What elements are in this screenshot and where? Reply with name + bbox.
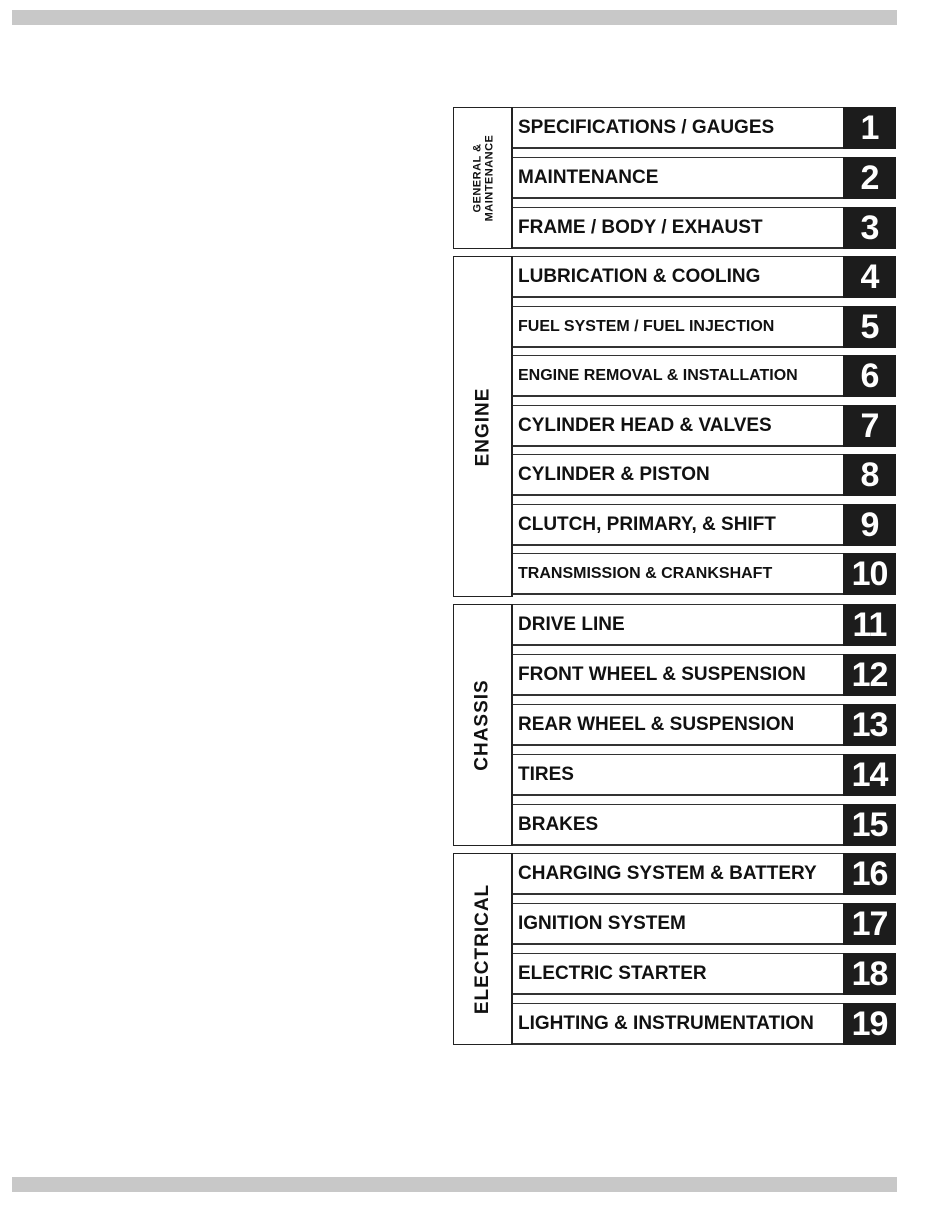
section-title: CHARGING SYSTEM & BATTERY bbox=[518, 862, 817, 884]
group-engine bbox=[453, 256, 896, 597]
section-tab-7[interactable] bbox=[513, 405, 896, 447]
section-number: 11 bbox=[843, 604, 896, 646]
section-number: 7 bbox=[843, 405, 896, 447]
section-tab-13[interactable] bbox=[513, 704, 896, 746]
group-label: GENERAL & MAINTENANCE bbox=[471, 134, 495, 222]
section-title: FRONT WHEEL & SUSPENSION bbox=[518, 663, 806, 685]
section-tab-14[interactable] bbox=[513, 754, 896, 796]
group-electrical bbox=[453, 853, 896, 1045]
section-number: 16 bbox=[843, 853, 896, 895]
section-number: 8 bbox=[843, 454, 896, 496]
section-title: IGNITION SYSTEM bbox=[518, 912, 686, 934]
group-general-maintenance bbox=[453, 107, 896, 249]
section-number: 14 bbox=[843, 754, 896, 796]
section-title: CLUTCH, PRIMARY, & SHIFT bbox=[518, 513, 776, 535]
section-title: MAINTENANCE bbox=[518, 166, 659, 188]
group-label: CHASSIS bbox=[472, 679, 493, 771]
group-chassis bbox=[453, 604, 896, 846]
section-title: DRIVE LINE bbox=[518, 613, 625, 635]
section-number: 13 bbox=[843, 704, 896, 746]
section-tab-19[interactable] bbox=[513, 1003, 896, 1045]
section-number: 5 bbox=[843, 306, 896, 348]
section-number: 15 bbox=[843, 804, 896, 846]
section-tab-16[interactable] bbox=[513, 853, 896, 895]
section-title: BRAKES bbox=[518, 813, 599, 835]
section-title: LUBRICATION & COOLING bbox=[518, 265, 761, 287]
section-tab-11[interactable] bbox=[513, 604, 896, 646]
group-label: ELECTRICAL bbox=[472, 883, 494, 1015]
section-title: CYLINDER & PISTON bbox=[518, 463, 710, 485]
section-tab-9[interactable] bbox=[513, 504, 896, 546]
section-title: CYLINDER HEAD & VALVES bbox=[518, 414, 772, 436]
section-tab-10[interactable] bbox=[513, 553, 896, 595]
top-gray-bar bbox=[12, 10, 897, 25]
section-tab-5[interactable] bbox=[513, 306, 896, 348]
section-number: 17 bbox=[843, 903, 896, 945]
section-tab-17[interactable] bbox=[513, 903, 896, 945]
section-tab-6[interactable] bbox=[513, 355, 896, 397]
section-number: 6 bbox=[843, 355, 896, 397]
section-tab-8[interactable] bbox=[513, 454, 896, 496]
section-number: 4 bbox=[843, 256, 896, 298]
section-title: ELECTRIC STARTER bbox=[518, 962, 707, 984]
section-title: TIRES bbox=[518, 763, 574, 785]
section-tab-12[interactable] bbox=[513, 654, 896, 696]
section-title: ENGINE REMOVAL & INSTALLATION bbox=[518, 366, 798, 384]
section-title: REAR WHEEL & SUSPENSION bbox=[518, 713, 795, 735]
section-tab-4[interactable] bbox=[513, 256, 896, 298]
section-number: 19 bbox=[843, 1003, 896, 1045]
section-title: SPECIFICATIONS / GAUGES bbox=[518, 116, 775, 138]
section-title: LIGHTING & INSTRUMENTATION bbox=[518, 1012, 814, 1034]
section-number: 18 bbox=[843, 953, 896, 995]
section-tab-18[interactable] bbox=[513, 953, 896, 995]
group-label: ENGINE bbox=[472, 387, 494, 466]
section-number: 12 bbox=[843, 654, 896, 696]
section-tab-2[interactable] bbox=[513, 157, 896, 199]
section-title: TRANSMISSION & CRANKSHAFT bbox=[518, 564, 773, 582]
section-number: 9 bbox=[843, 504, 896, 546]
section-number: 2 bbox=[843, 157, 896, 199]
section-number: 3 bbox=[843, 207, 896, 249]
section-title: FUEL SYSTEM / FUEL INJECTION bbox=[518, 317, 775, 335]
section-number: 1 bbox=[843, 107, 896, 149]
section-tab-3[interactable] bbox=[513, 207, 896, 249]
section-tab-15[interactable] bbox=[513, 804, 896, 846]
section-number: 10 bbox=[843, 553, 896, 595]
bottom-gray-bar bbox=[12, 1177, 897, 1192]
section-title: FRAME / BODY / EXHAUST bbox=[518, 216, 763, 238]
section-tab-1[interactable] bbox=[513, 107, 896, 149]
